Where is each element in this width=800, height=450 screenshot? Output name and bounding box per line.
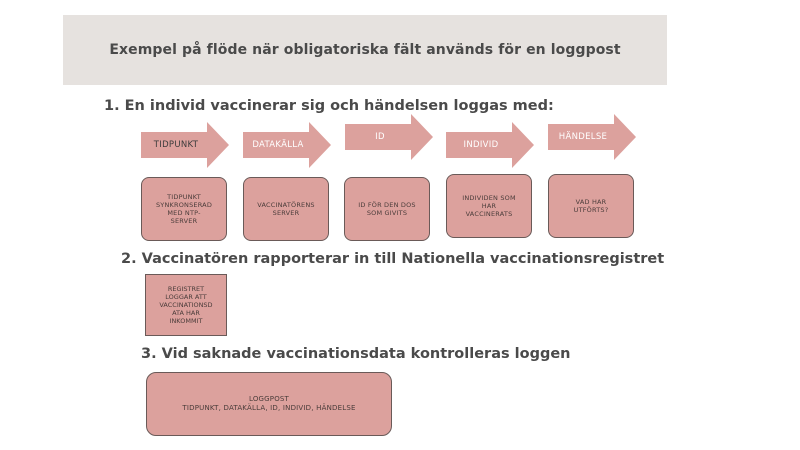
step-3-heading: 3. Vid saknade vaccinationsdata kontrolleras loggen [141, 346, 571, 362]
arrow-label: DATAKÄLLA [252, 140, 304, 150]
step-2-heading: 2. Vaccinatören rapporterar in till Nationella vaccinationsregistret [121, 251, 665, 267]
logpost-title: LOGGPOST [248, 395, 290, 403]
arrow-label: ID [375, 132, 385, 142]
arrow-individ [446, 122, 534, 168]
logpost-box [146, 372, 392, 436]
card-datakalla: VACCINATÖRENS SERVER [243, 177, 329, 241]
arrow-tidpunkt [141, 122, 229, 168]
arrow-label: INDIVID [463, 140, 499, 150]
arrow-handelse [548, 114, 636, 160]
arrow-label: HÄNDELSE [558, 132, 608, 142]
title-banner [63, 15, 667, 85]
card-handelse: VAD HAR UTFÖRTS? [548, 174, 634, 238]
step-1-heading: 1. En individ vaccinerar sig och händelsen loggas med: [104, 98, 554, 114]
card-individ: INDIVIDEN SOM HAR VACCINERATS [446, 174, 532, 238]
logpost-fields: TIDPUNKT, DATAKÄLLA, ID, INDIVID, HÄNDELSE [182, 404, 356, 412]
arrow-datakalla [243, 122, 331, 168]
diagram-title: Exempel på flöde när obligatoriska fält används för en loggpost [109, 42, 621, 58]
card-tidpunkt: TIDPUNKT SYNKRONSERAD MED NTP- SERVER [141, 177, 227, 241]
arrow-label: TIDPUNKT [153, 140, 199, 150]
arrow-id [345, 114, 433, 160]
registry-box: REGISTRET LOGGAR ATT VACCINATIONSD ATA HAR INKOMMIT [145, 274, 227, 336]
card-id: ID FÖR DEN DOS SOM GIVITS [344, 177, 430, 241]
